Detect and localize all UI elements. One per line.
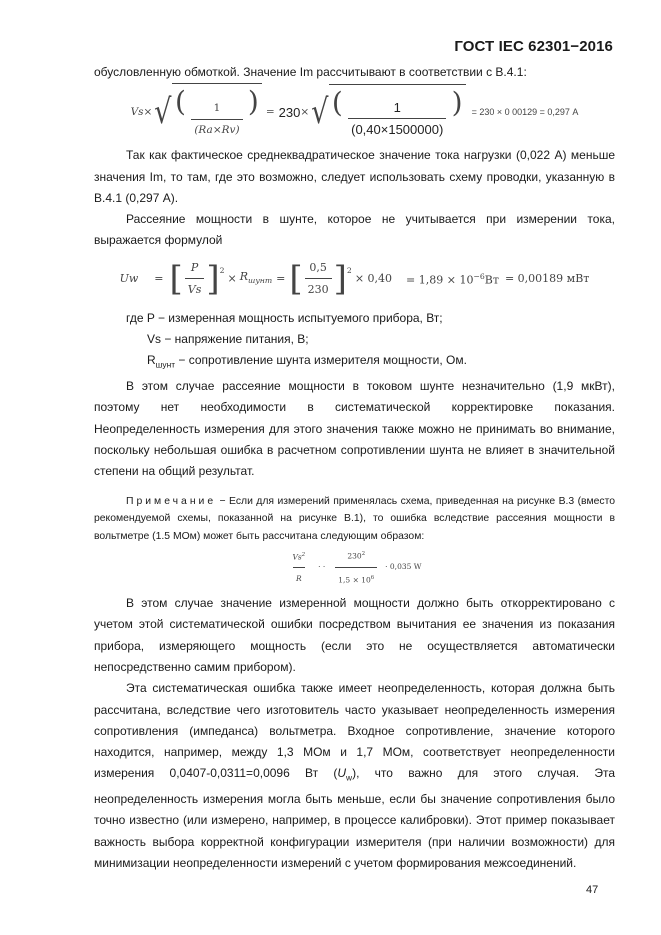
formula-op: × (227, 272, 237, 286)
formula-term: $R_{шунт}$ (239, 270, 273, 286)
paragraph: Vs − напряжение питания, В; (147, 332, 309, 347)
paragraph: Эта систематическая ошибка также имеет неопределенность, которая должна быть рассчитана, вследствие чего изготовитель часто указывает неопределенность измерения сопротивления (импеданса) вольтметра. Входное сопротивление, значение которого находится, например, между 1,3 МОм и 1,7 МОм, соответствует неопределенности измерения 0,0407-0,0311=0,0096 Вт $(U_w)$, что важно для этого случая. Эта неопределенность измерения могла быть меньше, если бы значение сопротивления было точно известно (или измерено, например, в процессе калибровки). Этот пример показывает важность выбора корректной конфигурации измерителя (при наличии возможности) для минимизации неопределенности измерений с учетом формирования межсоединений. (94, 681, 615, 870)
formula-result: = $1,89 \times 10^{-6}Вт$ (406, 272, 499, 287)
formula-im (94, 85, 615, 139)
paragraph: В этом случае рассеяние мощности в токовом шунте незначительно (1,9 мкВт), поэтому нет необходимости в систематической корректировке показания. Неопределенность измерения для этого значения также можно не принимать во внимание, поскольку небольшая ошибка в расчетном сопротивлении шунта не влияет в значительной степени на общий результат. (94, 379, 615, 479)
formula-op: × (143, 105, 153, 118)
paragraph: В этом случае значение измеренной мощности должно быть откорректировано с учетом этой систематической ошибки посредством вычитания ее значения из показания прибора, измеряющего мощность (если это не осуществляется автоматически непосредственно самим прибором). (94, 596, 615, 674)
formula-uw: Uw = [ $\frac{P}{Vs}$ ] $^2$ × $R_{шунт}$ = [ $\frac{0,5}{230}$ ] $^2$ × 0,40 = $1,89 \times 10^{-6}Вт$ = 0,00189 мВт (119, 258, 590, 299)
page-number: 47 (586, 884, 599, 896)
formula-fraction: $\frac{230^2}{1,5 \times 10^6}$ (335, 544, 377, 591)
paragraph: $R_{шунт}$ − сопротивление шунта измерителя мощности, Ом. (147, 353, 467, 370)
formula-voltmeter-error (94, 547, 615, 587)
formula-term: Vs (130, 105, 144, 118)
formula-fraction: $\frac{0,5}{230}$ (305, 257, 332, 301)
note-text: − Если для измерений применялась схема, приведенная на рисунке В.3 (вместо рекомендуемой схемы, показанной на рисунке В.1), то ошибка вследствие рассеяния мощности в вольтметре (1.5 МОм) может быть рассчитана следующим образом: (94, 495, 615, 542)
formula-result: · 0,035 W (385, 562, 422, 572)
formula-term: 230 (278, 104, 301, 120)
formula-result: = 230 × 0 00129 = 0,297 А (471, 106, 579, 117)
formula-op: · · (318, 562, 326, 572)
note-block (94, 493, 615, 546)
formula-term: × 0,40 (354, 272, 393, 286)
paragraph: обусловленную обмоткой. Значение Im рассчитывают в соответствии с В.4.1: (94, 65, 527, 79)
radical-sign: √ (311, 92, 329, 133)
formula-term: Uw (119, 272, 139, 286)
formula-fraction: $\frac{1}{(Ra\times Rv)}$ (191, 98, 242, 142)
paragraph: Так как фактическое среднеквадратическое значение тока нагрузки (0,022 А) меньше значения Im, то там, где это возможно, следует использовать схему проводки, указанную в В.4.1 (0,297 А). (94, 148, 615, 205)
paragraph: Рассеяние мощности в шунте, которое не учитывается при измерении тока, выражается формулой (94, 212, 615, 248)
formula-op: = (265, 105, 275, 118)
formula-op: = (154, 272, 164, 286)
formula-root: √ ( $\frac{1}{(0,40\times 1500000)}$ ) (309, 84, 465, 141)
formula-fraction: $\frac{1}{(0,40\times 1500000)}$ (348, 97, 446, 141)
formula-fraction: $\frac{Vs^2}{R}$ (290, 545, 309, 590)
standard-header: ГОСТ IEC 62301−2016 (454, 38, 613, 55)
document-body (94, 62, 615, 874)
radical-sign: √ (154, 92, 172, 133)
formula-fraction: $\frac{P}{Vs}$ (185, 257, 205, 301)
paragraph: где P − измеренная мощность испытуемого прибора, Вт; (126, 310, 443, 325)
note-title: Примечание (126, 495, 217, 507)
formula-root: √ ( $\frac{1}{(Ra\times Rv)}$ ) (152, 83, 261, 142)
formula-result: = 0,00189 мВт (504, 272, 590, 286)
formula-op: × (300, 105, 310, 118)
formula-op: = (276, 272, 286, 286)
